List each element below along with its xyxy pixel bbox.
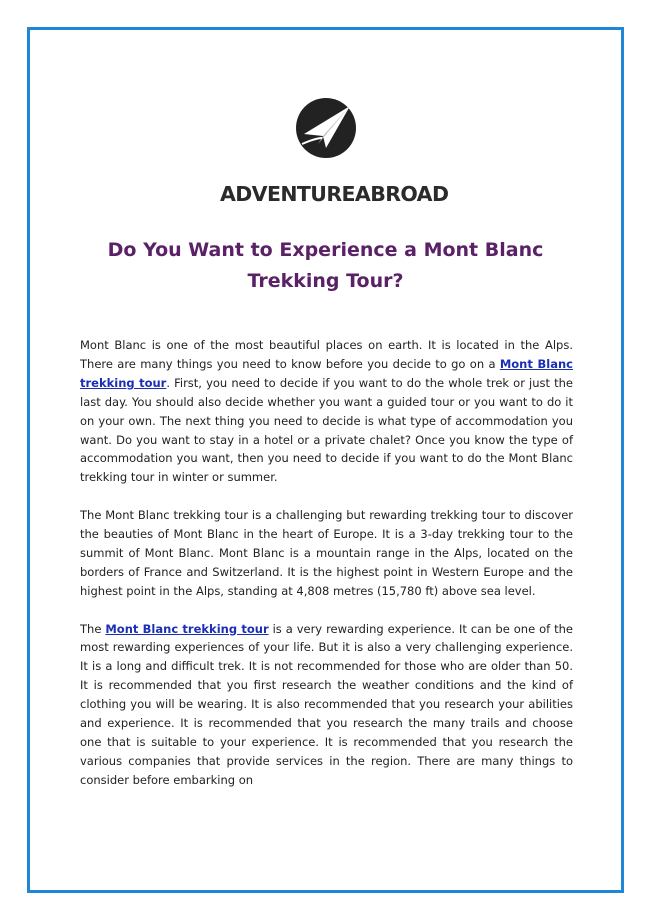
- page-title: [70, 235, 581, 297]
- paragraph-3-text-b: is a very rewarding experience. It can be one of the most rewarding experiences of your life. But it is also a very challenging experience. It is a long and difficult trek. It is not recommended for those who are older than 50. It is recommended that you first research the weather conditions and the kind of clothing you will be wearing. It is also recommended that you research your abilities and experience. It is recommended that you research the many trails and choose one that is suitable to your experience. It is recommended that you research the various companies that provide services in the region. There are many things to consider before embarking on: [80, 621, 574, 787]
- mont-blanc-trekking-tour-link-1[interactable]: Mont Blanc trekking tour: [80, 356, 574, 390]
- paragraph-1: [80, 336, 573, 487]
- title-line-1: Do You Want to Experience a Mont Blanc: [107, 239, 544, 261]
- mont-blanc-trekking-tour-link-2[interactable]: Mont Blanc trekking tour: [105, 621, 269, 636]
- paragraph-3: [80, 620, 573, 790]
- logo-emblem: [296, 98, 356, 158]
- paragraph-1-text-a: Mont Blanc is one of the most beautiful places on earth. It is located in the Alps. There are many things you need to know before you decide to go on a: [80, 338, 573, 371]
- adventure-abroad-logo: [220, 90, 449, 210]
- article-body: [80, 336, 573, 809]
- paragraph-1-text-b: . First, you need to decide if you want to do the whole trek or just the last day. You should also decide whether you want a guided tour or you want to do it on your own. The next thing you need to decide is what type of accommodation you want. Do you want to stay in a hotel or a private chalet? Once you know the type of accommodation you want, then you need to decide if you want to do the Mont Blanc trekking tour in winter or summer.: [80, 375, 573, 485]
- logo-wordmark: ADVENTUREABROAD: [220, 182, 449, 206]
- document-page: [27, 27, 624, 893]
- paragraph-3-text-a: The: [80, 621, 106, 636]
- paragraph-2: The Mont Blanc trekking tour is a challenging but rewarding trekking tour to discover the beauties of Mont Blanc in the heart of Europe. It is a 3-day trekking tour to the summit of Mont Blanc. Mont Blanc is a mountain range in the Alps, located on the borders of France and Switzerland. It is the highest point in Western Europe and the highest point in the Alps, standing at 4,808 metres (15,780 ft) above sea level.: [80, 508, 573, 598]
- title-line-2: Trekking Tour?: [247, 270, 404, 292]
